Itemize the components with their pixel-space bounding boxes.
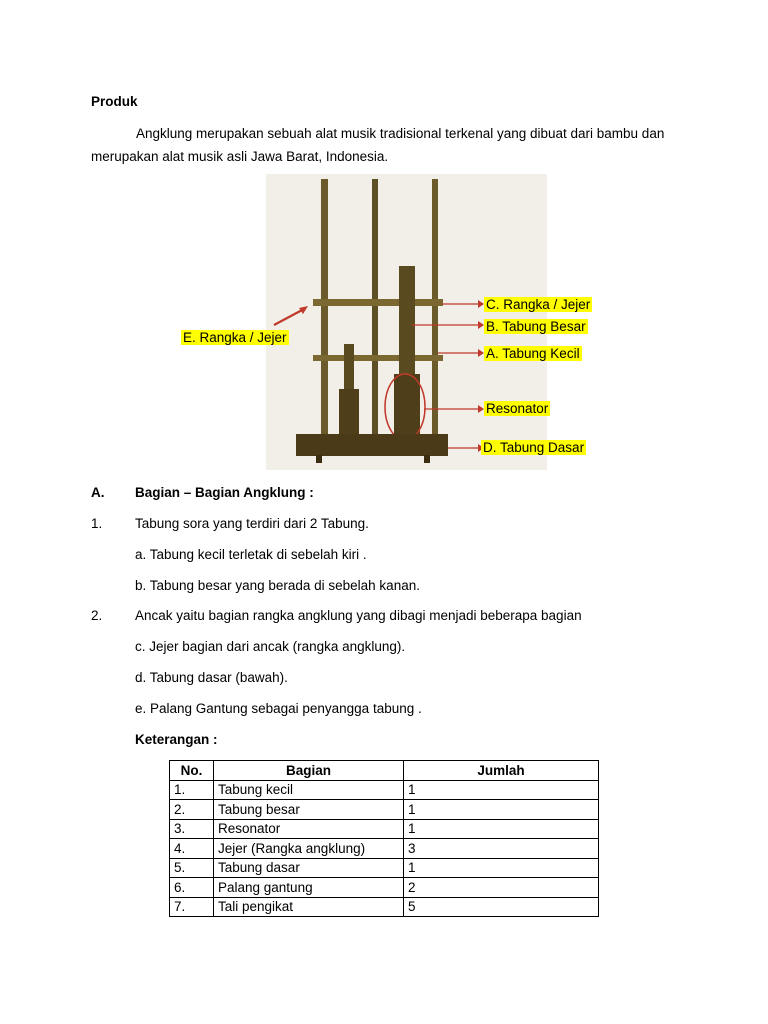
cell-no: 5. bbox=[170, 858, 214, 878]
item-2-num: 2. bbox=[91, 608, 103, 623]
table-row bbox=[170, 858, 599, 878]
label-b: B. Tabung Besar bbox=[486, 319, 586, 334]
tabung-kecil-base bbox=[339, 389, 359, 436]
label-d: D. Tabung Dasar bbox=[483, 440, 585, 455]
keterangan-heading: Keterangan : bbox=[135, 732, 218, 747]
table-row bbox=[170, 800, 599, 820]
intro-paragraph bbox=[91, 122, 691, 168]
table-row bbox=[170, 780, 599, 800]
cell-jumlah: 1 bbox=[404, 780, 599, 800]
header-no: No. bbox=[170, 761, 214, 781]
cell-jumlah: 1 bbox=[404, 819, 599, 839]
cell-jumlah: 1 bbox=[404, 800, 599, 820]
item-2c-text: c. Jejer bagian dari ancak (rangka angklung). bbox=[135, 639, 406, 654]
palang-lower bbox=[313, 355, 443, 361]
header-bagian: Bagian bbox=[214, 761, 404, 781]
table-row bbox=[170, 819, 599, 839]
cell-no: 6. bbox=[170, 878, 214, 898]
table-row bbox=[170, 897, 599, 917]
intro-text: Angklung merupakan sebuah alat musik tradisional terkenal yang dibuat dari bambu dan merupakan alat musik asli Jawa Barat, Indonesia. bbox=[91, 126, 665, 164]
cell-bagian: Palang gantung bbox=[214, 878, 404, 898]
cell-bagian: Tabung besar bbox=[214, 800, 404, 820]
arrow-e-icon bbox=[270, 303, 310, 329]
section-a-title: Bagian – Bagian Angklung : bbox=[135, 485, 314, 500]
tabung-besar-base bbox=[394, 374, 420, 434]
item-1a-text: a. Tabung kecil terletak di sebelah kiri . bbox=[135, 547, 367, 562]
cell-bagian: Tabung kecil bbox=[214, 780, 404, 800]
item-2-text: Ancak yaitu bagian rangka angklung yang dibagi menjadi beberapa bagian bbox=[135, 608, 582, 623]
item-1-num: 1. bbox=[91, 516, 103, 531]
jejer-left bbox=[321, 179, 328, 439]
cell-no: 2. bbox=[170, 800, 214, 820]
cell-bagian: Tali pengikat bbox=[214, 897, 404, 917]
item-1b-text: b. Tabung besar yang berada di sebelah kanan. bbox=[135, 578, 420, 593]
header-jumlah: Jumlah bbox=[404, 761, 599, 781]
palang-upper bbox=[313, 299, 443, 306]
cell-bagian: Tabung dasar bbox=[214, 858, 404, 878]
keterangan-table bbox=[169, 760, 599, 917]
cell-jumlah: 1 bbox=[404, 858, 599, 878]
cell-no: 4. bbox=[170, 839, 214, 859]
cell-no: 3. bbox=[170, 819, 214, 839]
cell-bagian: Jejer (Rangka angklung) bbox=[214, 839, 404, 859]
section-heading: Produk bbox=[91, 94, 138, 109]
label-e: E. Rangka / Jejer bbox=[183, 330, 287, 345]
section-a-marker: A. bbox=[91, 485, 105, 500]
table-row bbox=[170, 839, 599, 859]
cell-bagian: Resonator bbox=[214, 819, 404, 839]
label-c: C. Rangka / Jejer bbox=[486, 297, 591, 312]
cell-jumlah: 3 bbox=[404, 839, 599, 859]
item-1-text: Tabung sora yang terdiri dari 2 Tabung. bbox=[135, 516, 369, 531]
table-row bbox=[170, 878, 599, 898]
cell-no: 1. bbox=[170, 780, 214, 800]
jejer-right bbox=[432, 179, 438, 439]
cell-jumlah: 2 bbox=[404, 878, 599, 898]
cell-jumlah: 5 bbox=[404, 897, 599, 917]
tabung-dasar bbox=[296, 434, 448, 456]
label-resonator: Resonator bbox=[486, 401, 549, 416]
item-2d-text: d. Tabung dasar (bawah). bbox=[135, 670, 288, 685]
table-header-row bbox=[170, 761, 599, 781]
item-2e-text: e. Palang Gantung sebagai penyangga tabung . bbox=[135, 701, 422, 716]
label-a: A. Tabung Kecil bbox=[486, 346, 580, 361]
jejer-middle bbox=[372, 179, 378, 439]
cell-no: 7. bbox=[170, 897, 214, 917]
